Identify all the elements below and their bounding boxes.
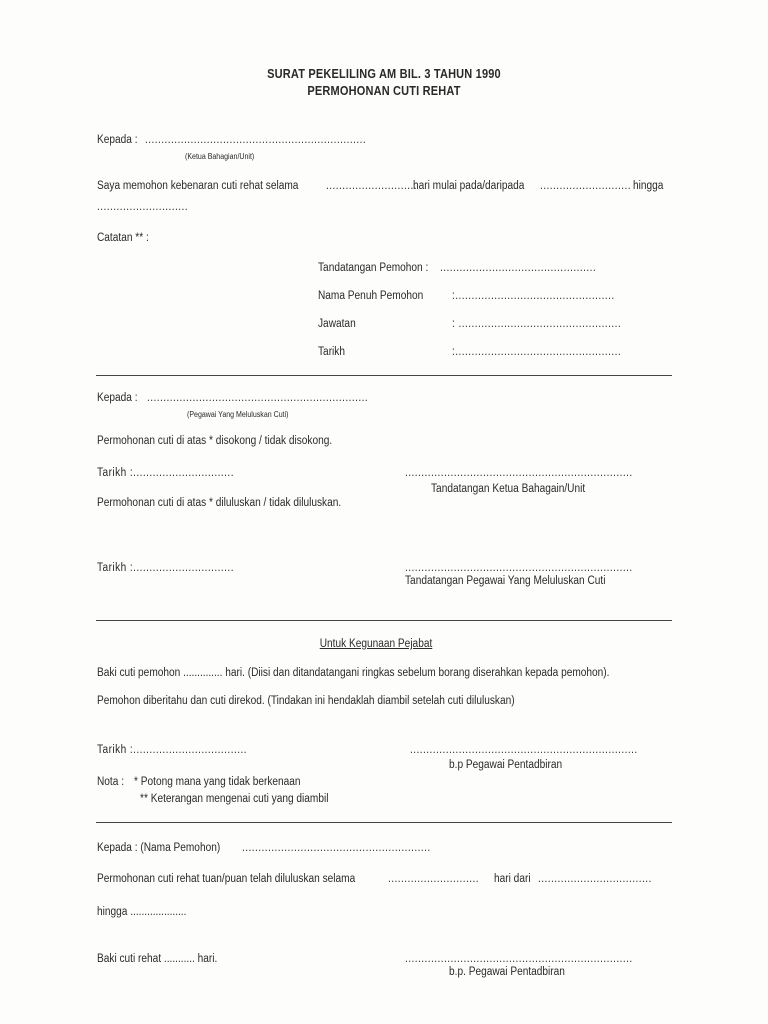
informed-text: Pemohon diberitahu dan cuti direkod. (Tindakan ini hendaklah diambil setelah cuti diluluskan) [97, 695, 515, 707]
approver-kepada-label: Kepada : [97, 392, 138, 404]
applicant-signature-field[interactable]: ................................................ [440, 262, 597, 274]
applicant-signature-label: Tandatangan Pemohon : [318, 262, 429, 274]
kepada-hint: (Ketua Bahagian/Unit) [185, 152, 255, 161]
admin-signature-label: b.p Pegawai Pentadbiran [449, 759, 563, 771]
office-use-heading: Untuk Kegunaan Pejabat [319, 638, 433, 650]
supported-date-field[interactable]: Tarikh :............................... [97, 467, 234, 479]
final-signature-label: b.p. Pegawai Pentadbiran [449, 966, 565, 978]
divider-3 [96, 822, 672, 823]
days-field[interactable]: ............................ [326, 180, 418, 192]
nota-label: Nota : [97, 776, 125, 788]
kepada-field[interactable]: .................................................................... [145, 134, 367, 146]
applicant-kepada-text: Kepada : (Nama Pemohon) [97, 842, 221, 854]
jawatan-label: Jawatan [318, 318, 356, 330]
supported-text: Permohonan cuti di atas * disokong / tidak disokong. [97, 435, 333, 447]
applicant-name-field[interactable]: .......................................................... [242, 842, 431, 854]
final-signature-field[interactable]: ...................................................................... [405, 953, 633, 965]
approver-signature-label: Tandatangan Pegawai Yang Meluluskan Cuti [405, 575, 606, 587]
end-date-field[interactable]: ............................ [97, 201, 189, 213]
full-name-label: Nama Penuh Pemohon [318, 290, 424, 302]
leave-balance-text: Baki cuti pemohon .............. hari. (Diisi dan ditandatangani ringkas sebelum borang diserahkan kepada pemohon). [97, 667, 610, 679]
divider-1 [96, 375, 672, 376]
approver-hint: (Pegawai Yang Meluluskan Cuti) [187, 410, 289, 419]
approved-date-field[interactable]: Tarikh :............................... [97, 562, 234, 574]
remaining-balance-field[interactable]: Baki cuti rehat ........... hari. [97, 953, 218, 965]
head-signature-field[interactable]: ...................................................................... [405, 467, 633, 479]
approval-notice-text-2: hari dari [494, 873, 531, 885]
request-text-3: hingga [633, 180, 664, 192]
approved-text: Permohonan cuti di atas * diluluskan / tidak diluluskan. [97, 497, 342, 509]
approver-kepada-field[interactable]: .................................................................... [147, 392, 369, 404]
approved-days-field[interactable]: ............................ [388, 873, 480, 885]
tarikh-field[interactable]: :................................................... [452, 346, 622, 358]
request-text-2: hari mulai pada/daripada [413, 180, 525, 192]
kepada-label: Kepada : [97, 134, 138, 146]
jawatan-field[interactable]: : .................................................. [452, 318, 622, 330]
nota-line-2: ** Keterangan mengenai cuti yang diambil [140, 793, 329, 805]
form-title-line2: PERMOHONAN CUTI REHAT [307, 84, 461, 98]
nota-line-1: * Potong mana yang tidak berkenaan [134, 776, 301, 788]
approver-signature-field[interactable]: ...................................................................... [405, 562, 633, 574]
catatan-label: Catatan ** : [97, 232, 149, 244]
approved-until-field[interactable]: hingga .................... [97, 906, 187, 918]
admin-signature-field[interactable]: ...................................................................... [410, 744, 638, 756]
tarikh-label: Tarikh [318, 346, 346, 358]
full-name-field[interactable]: :................................................. [452, 290, 615, 302]
approval-notice-text: Permohonan cuti rehat tuan/puan telah diluluskan selama [97, 873, 356, 885]
form-title-line1: SURAT PEKELILING AM BIL. 3 TAHUN 1990 [267, 67, 501, 81]
office-date-field[interactable]: Tarikh :................................... [97, 744, 247, 756]
start-date-field[interactable]: ............................ [540, 180, 632, 192]
approved-from-field[interactable]: ................................... [538, 873, 652, 885]
head-signature-label: Tandatangan Ketua Bahagain/Unit [431, 483, 586, 495]
request-text-1: Saya memohon kebenaran cuti rehat selama [97, 180, 299, 192]
divider-2 [96, 620, 672, 621]
